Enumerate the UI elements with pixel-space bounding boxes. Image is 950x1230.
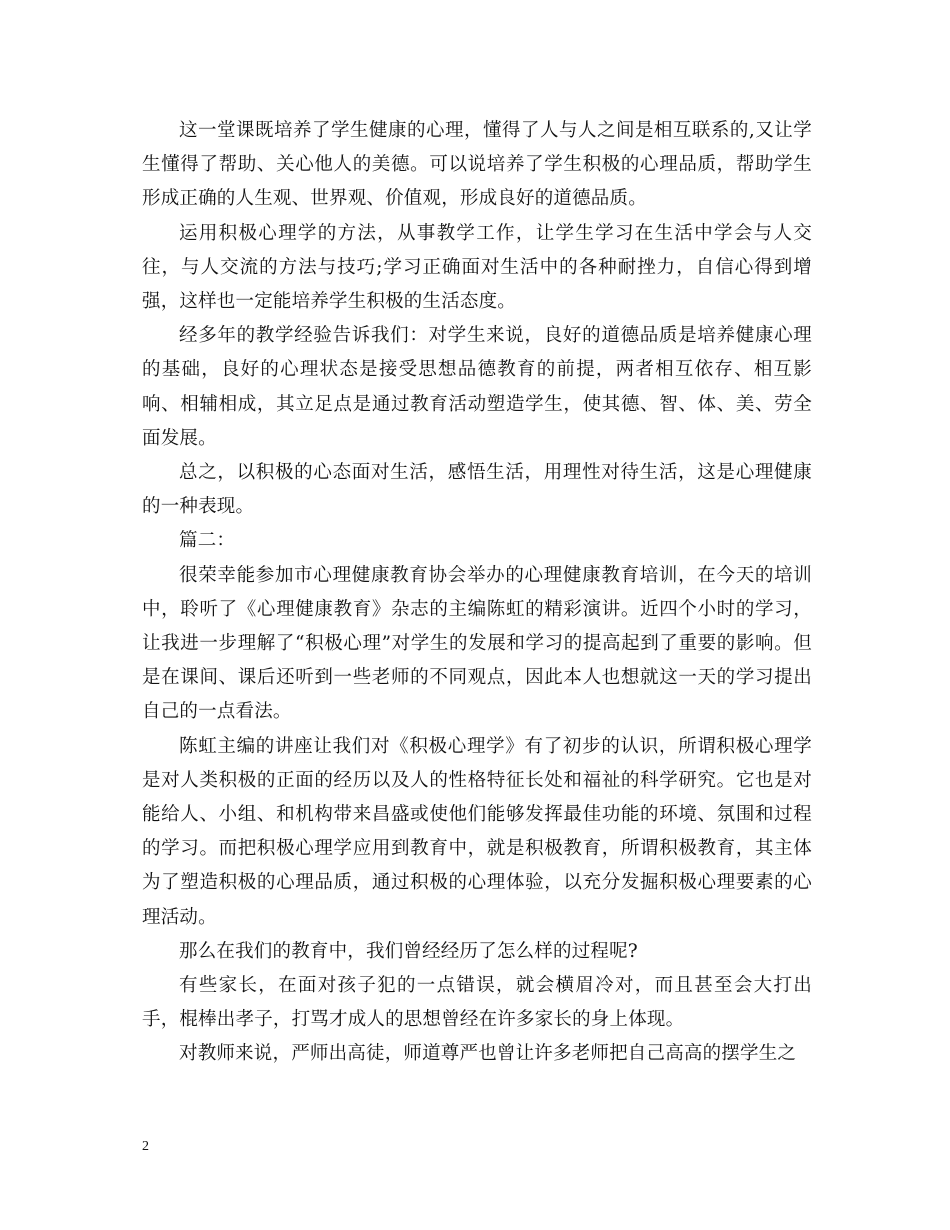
paragraph-7: 陈虹主编的讲座让我们对《积极心理学》有了初步的认识，所谓积极心理学是对人类积极的正面的经历以及人的性格特征长处和福祉的科学研究。它也是对能给人、小组、和机构带来昌盛或使他们能够发挥最佳功能的环境、氛围和过程的学习。而把积极心理学应用到教育中，就是积极教育，所谓积极教育，其主体为了塑造积极的心理品质，通过积极的心理体验，以充分发掘积极心理要素的心理活动。: [142, 735, 812, 928]
section-heading-part-two: 篇二：: [179, 530, 236, 552]
paragraph-9: 有些家长，在面对孩子犯的一点错误，就会横眉冷对，而且甚至会大打出手，棍棒出孝子，打骂才成人的思想曾经在许多家长的身上体现。: [142, 975, 812, 1031]
paragraph-2: 运用积极心理学的方法，从事教学工作，让学生学习在生活中学会与人交往，与人交流的方法与技巧;学习正确面对生活中的各种耐挫力，自信心得到增强，这样也一定能培养学生积极的生活态度。: [142, 222, 812, 313]
paragraph-4: 总之，以积极的心态面对生活，感悟生活，用理性对待生活，这是心理健康的一种表现。: [142, 462, 812, 518]
paragraph-8: 那么在我们的教育中，我们曾经经历了怎么样的过程呢?: [179, 940, 638, 962]
paragraph-3: 经多年的教学经验告诉我们：对学生来说，良好的道德品质是培养健康心理的基础，良好的心理状态是接受思想品德教育的前提，两者相互依存、相互影响、相辅相成，其立足点是通过教育活动塑造学生，使其德、智、体、美、劳全面发展。: [142, 325, 812, 449]
paragraph-1: 这一堂课既培养了学生健康的心理，懂得了人与人之间是相互联系的,又让学生懂得了帮助、关心他人的美德。可以说培养了学生积极的心理品质，帮助学生形成正确的人生观、世界观、价值观，形成良好的道德品质。: [142, 120, 812, 210]
paragraph-6: 很荣幸能参加市心理健康教育协会举办的心理健康教育培训，在今天的培训中，聆听了《心理健康教育》杂志的主编陈虹的精彩演讲。近四个小时的学习，让我进一步理解了“积极心理”对学生的发展和学习的提高起到了重要的影响。但是在课间、课后还听到一些老师的不同观点，因此本人也想就这一天的学习提出自己的一点看法。: [142, 564, 812, 723]
page-number: 2: [142, 1139, 149, 1154]
paragraph-10: 对教师来说，严师出高徒，师道尊严也曾让许多老师把自己高高的摆学生之: [179, 1043, 797, 1065]
document-body: [142, 114, 812, 1072]
